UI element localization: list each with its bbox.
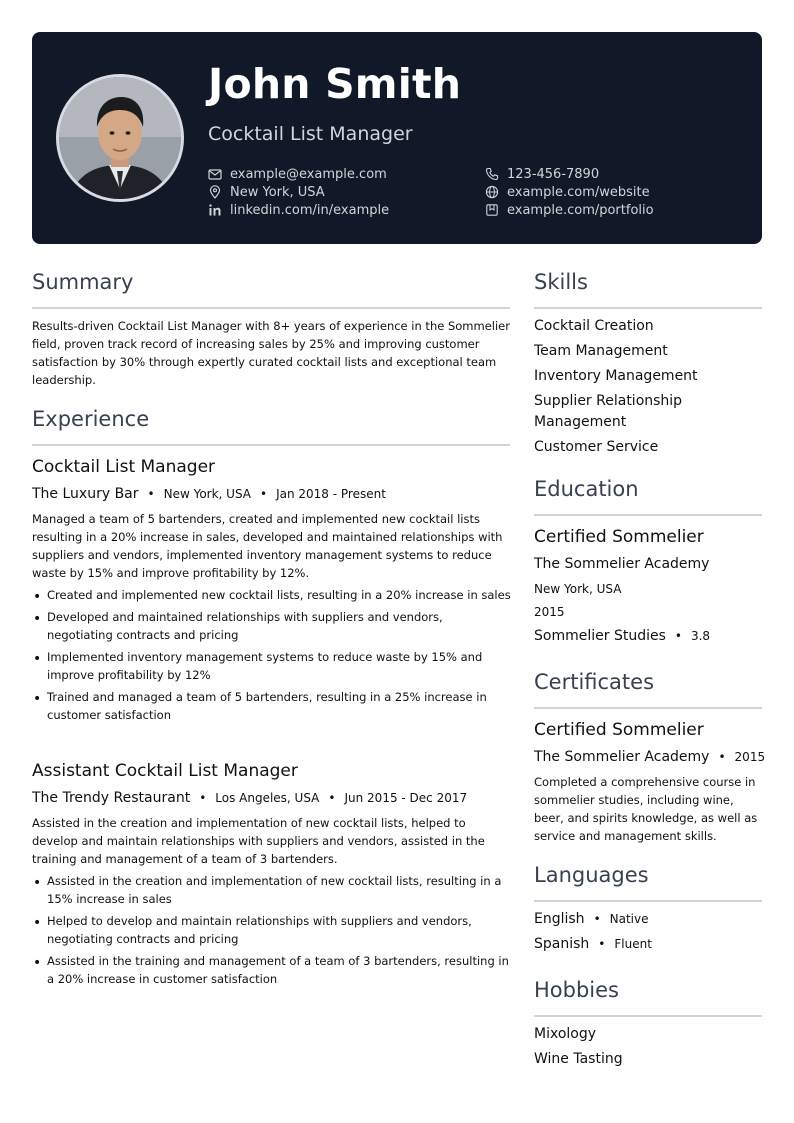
- skill-item: Customer Service: [534, 439, 659, 455]
- separator-dot: •: [593, 912, 601, 926]
- separator-dot: •: [328, 791, 336, 805]
- list-item: • Assisted in the creation and implementation of new cocktail lists, resulting in a 15% increase in sales: [32, 872, 512, 908]
- certificate-issuer: The Sommelier Academy: [534, 749, 710, 765]
- contact-location-text: New York, USA: [230, 184, 325, 200]
- language-level: Native: [609, 912, 649, 926]
- languages-heading: Languages: [534, 863, 649, 887]
- contact-phone-text: 123-456-7890: [507, 166, 600, 182]
- list-item: • Helped to develop and maintain relationships with suppliers and vendors, negotiating contracts and pricing: [32, 912, 512, 948]
- job-dates: Jun 2015 - Dec 2017: [344, 791, 468, 805]
- contact-portfolio[interactable]: [485, 201, 654, 219]
- job-description: Managed a team of 5 bartenders, created and implemented new cocktail lists resulting in a 20% increase in sales, developed and maintained relationships with suppliers and vendors, implemented inventory management systems to reduce waste by 15% and improve profitability by 12%.: [32, 512, 503, 580]
- certificate-issuer-row: [534, 749, 765, 765]
- contact-portfolio-text: example.com/portfolio: [507, 202, 654, 218]
- globe-icon: [485, 185, 499, 199]
- language-item: [534, 911, 649, 927]
- job-location: New York, USA: [163, 487, 252, 501]
- list-item: • Implemented inventory management systems to reduce waste by 15% and improve profitability by 12%: [32, 648, 512, 684]
- job-company: The Luxury Bar: [32, 486, 139, 502]
- contact-email-text: example@example.com: [230, 166, 387, 182]
- summary-text: Results-driven Cocktail List Manager with 8+ years of experience in the Sommelier field, proven track record of increasing sales by 25% and improving customer satisfaction by 30% through expertly curated cocktail lists and exceptional team leadership.: [32, 319, 510, 387]
- education-degree: Certified Sommelier: [534, 527, 704, 547]
- job-company: The Trendy Restaurant: [32, 790, 191, 806]
- job-dates: Jan 2018 - Present: [276, 487, 386, 501]
- education-year: 2015: [534, 605, 565, 619]
- contact-email[interactable]: [208, 165, 387, 183]
- certificate-year: 2015: [734, 750, 766, 764]
- separator-dot: •: [199, 791, 207, 805]
- skill-item: Inventory Management: [534, 368, 698, 384]
- skills-list: [534, 316, 762, 462]
- job-location: Los Angeles, USA: [215, 791, 320, 805]
- education-school: The Sommelier Academy: [534, 556, 710, 572]
- contact-website[interactable]: [485, 183, 650, 201]
- hobbies-divider: [534, 1015, 762, 1017]
- list-item: • Trained and managed a team of 5 bartenders, resulting in a 25% increase in customer satisfaction: [32, 688, 512, 724]
- portfolio-icon: [485, 203, 499, 217]
- candidate-title: Cocktail List Manager: [208, 123, 413, 145]
- summary-divider: [32, 307, 510, 309]
- job-title: Cocktail List Manager: [32, 457, 216, 477]
- contact-linkedin-text: linkedin.com/in/example: [230, 202, 390, 218]
- summary-heading: Summary: [32, 270, 134, 294]
- list-item: • Assisted in the training and management of a team of 3 bartenders, resulting in a 20% increase in customer satisfaction: [32, 952, 512, 988]
- separator-dot: •: [147, 487, 155, 501]
- contact-location: [208, 183, 325, 201]
- certificate-title: Certified Sommelier: [534, 720, 704, 740]
- separator-dot: •: [674, 629, 682, 643]
- language-level: Fluent: [614, 937, 652, 951]
- language-name: Spanish: [534, 936, 590, 952]
- education-divider: [534, 514, 762, 516]
- skills-heading: Skills: [534, 270, 588, 294]
- list-item: • Developed and maintained relationships with suppliers and vendors, negotiating contracts and pricing: [32, 608, 512, 644]
- education-field: Sommelier Studies: [534, 628, 666, 644]
- contact-phone[interactable]: [485, 165, 599, 183]
- education-field-row: [534, 628, 710, 644]
- location-pin-icon: [208, 185, 222, 199]
- job-meta: [32, 486, 386, 502]
- job-meta: [32, 790, 467, 806]
- job-bullets: [32, 586, 512, 728]
- skills-divider: [534, 307, 762, 309]
- contact-linkedin[interactable]: [208, 201, 389, 219]
- job-bullets: [32, 872, 512, 992]
- job-description: Assisted in the creation and implementation of new cocktail lists, helped to develop and maintain relationships with suppliers and vendors, assisted in the training and management of a team of 3 bartenders.: [32, 816, 485, 866]
- contact-website-text: example.com/website: [507, 184, 650, 200]
- language-name: English: [534, 911, 585, 927]
- linkedin-icon: [208, 203, 222, 217]
- hobbies-heading: Hobbies: [534, 978, 619, 1002]
- separator-dot: •: [260, 487, 268, 501]
- separator-dot: •: [598, 937, 606, 951]
- hobby-item: Wine Tasting: [534, 1051, 623, 1067]
- experience-heading: Experience: [32, 407, 150, 431]
- education-heading: Education: [534, 477, 639, 501]
- hobby-item: Mixology: [534, 1026, 597, 1042]
- language-item: [534, 936, 652, 952]
- candidate-name: John Smith: [208, 60, 462, 108]
- skill-item: Supplier Relationship Management: [534, 393, 683, 430]
- avatar: [56, 74, 184, 202]
- certificates-heading: Certificates: [534, 670, 655, 694]
- list-item: • Created and implemented new cocktail lists, resulting in a 20% increase in sales: [32, 586, 512, 604]
- languages-divider: [534, 900, 762, 902]
- education-location: New York, USA: [534, 582, 622, 596]
- certificate-description: Completed a comprehensive course in sommelier studies, including wine, beer, and spirits knowledge, as well as service and management skills.: [534, 775, 758, 843]
- mail-icon: [208, 167, 222, 181]
- resume-header: [32, 32, 762, 244]
- phone-icon: [485, 167, 499, 181]
- experience-divider: [32, 444, 510, 446]
- certificates-divider: [534, 707, 762, 709]
- skill-item: Team Management: [534, 343, 668, 359]
- skill-item: Cocktail Creation: [534, 318, 654, 334]
- separator-dot: •: [718, 750, 726, 764]
- education-gpa: 3.8: [690, 629, 711, 643]
- job-title: Assistant Cocktail List Manager: [32, 761, 298, 781]
